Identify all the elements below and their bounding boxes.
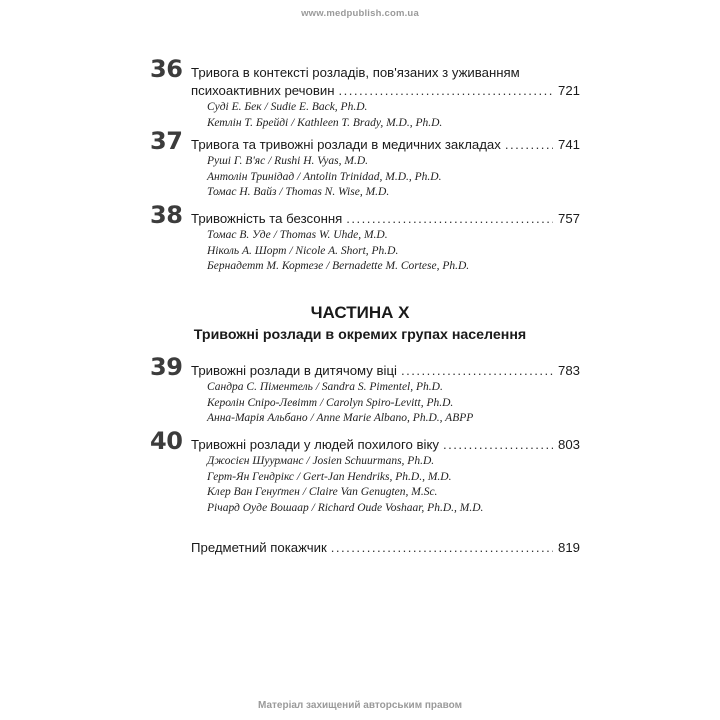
author-list [207,100,580,131]
author: Руші Г. В'яс / Rushi H. Vyas, M.D. [207,155,368,167]
chapter-title-text: Тривожні розлади у людей похилого віку [191,437,439,452]
author-list [207,228,580,275]
author: Джосієн Шуурманс / Josien Schuurmans, Ph.D. [207,455,435,467]
subject-index-entry[interactable] [191,539,580,557]
chapter-title[interactable] [191,362,580,380]
author-list [207,454,580,516]
page-number: 757 [557,211,580,226]
author-list [207,154,580,201]
index-title: Предметний покажчик [191,540,327,555]
toc-entry-39 [150,353,580,427]
chapter-title[interactable] [191,210,580,228]
copyright-notice: Матеріал захищений авторським правом [258,700,462,711]
chapter-number: 38 [150,201,183,229]
leader-dots [443,436,553,454]
leader-dots [346,210,553,228]
leader-dots [505,136,553,154]
toc-entry-36 [150,55,580,131]
author: Томас В. Уде / Thomas W. Uhde, M.D. [207,229,388,241]
author: Клер Ван Генуґтен / Claire Van Genugten, M.Sc. [207,486,438,498]
chapter-title[interactable] [191,436,580,454]
author: Герт-Ян Гендрікс / Gert-Jan Hendriks, Ph.D., M.D. [207,470,452,483]
page-number: 819 [557,540,580,555]
author: Керолін Спіро-Левітт / Carolyn Spiro-Levitt, Ph.D. [207,396,454,409]
author: Сандра С. Піментель / Sandra S. Pimentel, Ph.D. [207,381,443,393]
chapter-title[interactable] [191,64,580,100]
author: Анна-Марія Альбано / Anne Marie Albano, Ph.D., ABPP [207,412,474,424]
site-url[interactable]: www.medpublish.com.ua [301,8,419,19]
leader-dots [331,539,553,557]
author: Кетлін Т. Брейді / Kathleen T. Brady, M.D., Ph.D. [207,116,443,129]
part-heading: ЧАСТИНА X [310,303,410,322]
part-subtitle: Тривожні розлади в окремих групах населення [193,327,527,343]
author: Томас Н. Вайз / Thomas N. Wise, M.D. [207,186,390,198]
chapter-title-line: психоактивних речовин [191,83,335,98]
toc-entry-40 [150,427,580,516]
author-list [207,380,580,427]
chapter-title-line: Тривога в контексті розладів, пов'язаних з уживанням [191,65,520,80]
chapter-number: 40 [150,427,183,455]
leader-dots [339,82,553,100]
page-number: 783 [557,363,580,378]
chapter-title-text: Тривожність та безсоння [191,211,343,226]
chapter-number: 36 [150,55,183,83]
chapter-number: 39 [150,353,183,381]
chapter-number: 37 [150,127,183,155]
toc-entry-38 [150,201,580,275]
toc-entry-37 [150,127,580,201]
chapter-title-text: Тривожні розлади в дитячому віці [191,363,397,378]
author: Суді Е. Бек / Sudie E. Back, Ph.D. [207,101,368,113]
author: Річард Оуде Вошаар / Richard Oude Voshaar, Ph.D., M.D. [207,501,484,514]
author: Ніколь А. Шорт / Nicole A. Short, Ph.D. [207,244,399,257]
chapter-title-text: Тривога та тривожні розлади в медичних закладах [191,137,501,152]
page-number: 721 [557,83,580,98]
page-number: 741 [557,137,580,152]
leader-dots [401,362,553,380]
author: Бернадетт М. Кортезе / Bernadette M. Cortese, Ph.D. [207,260,470,272]
author: Антолін Тринідад / Antolin Trinidad, M.D., Ph.D. [207,170,442,183]
chapter-title[interactable] [191,136,580,154]
page-number: 803 [557,437,580,452]
